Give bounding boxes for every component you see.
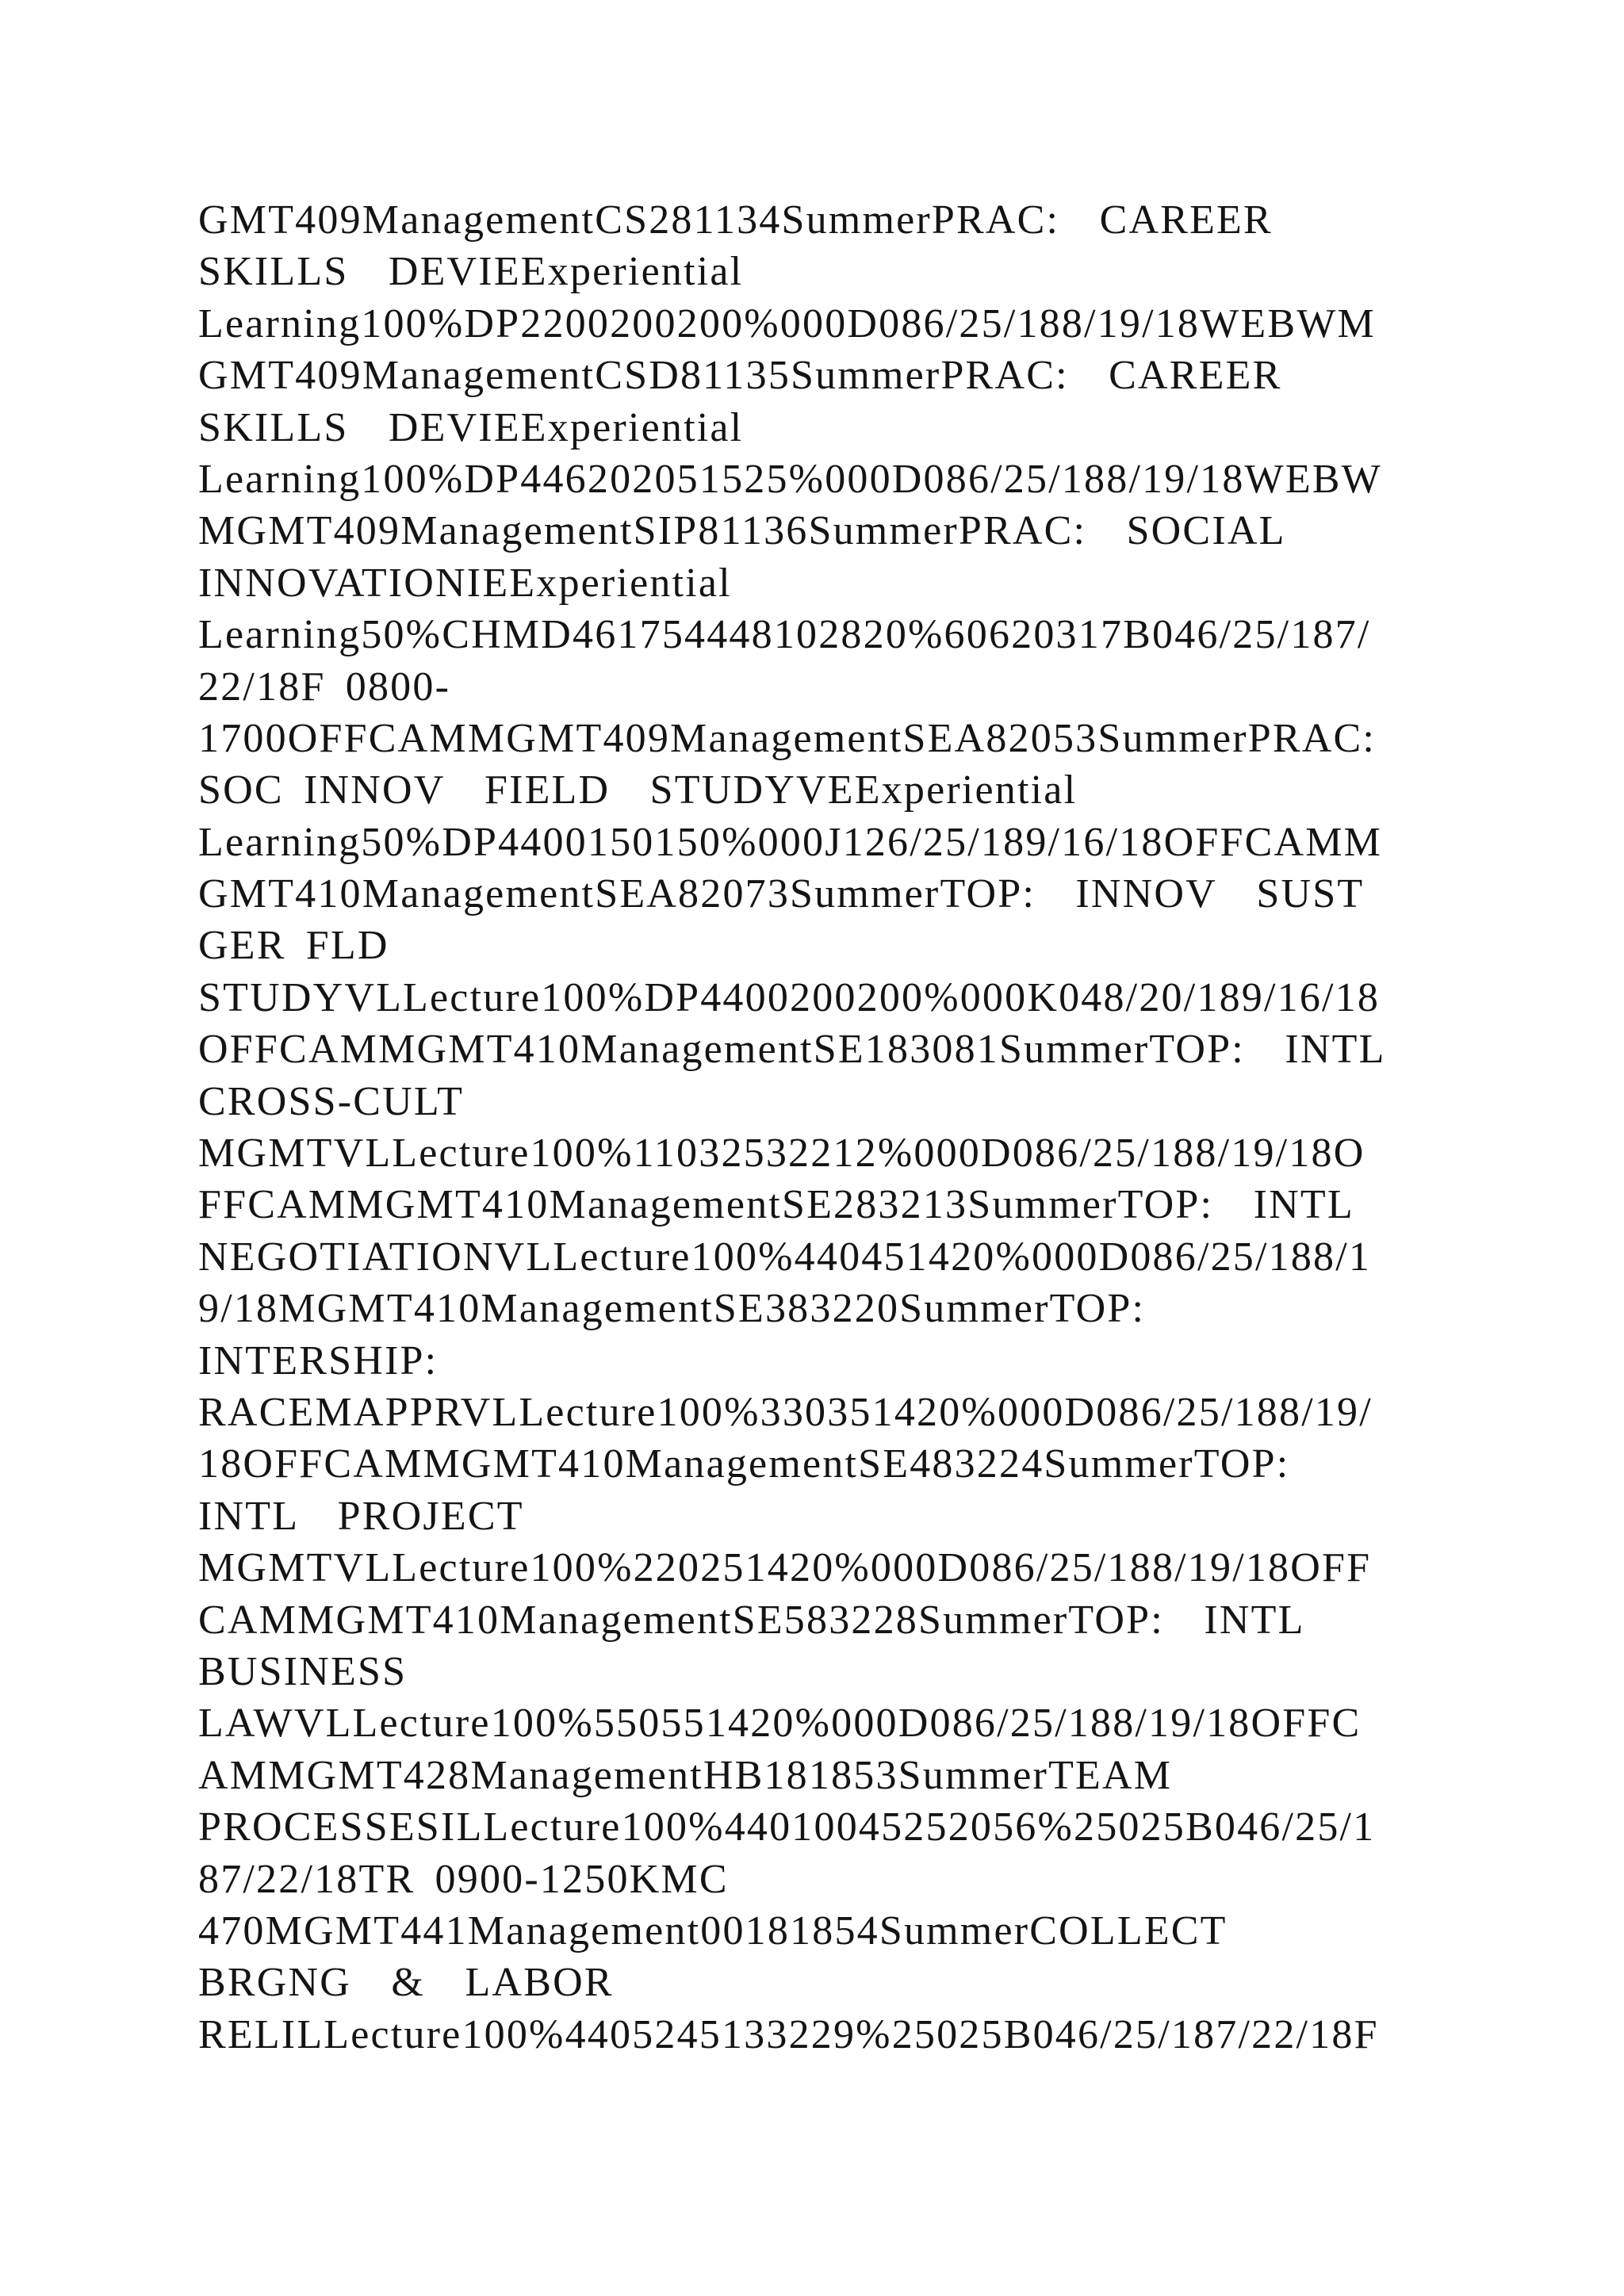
text-line: OFFCAMMGMT410ManagementSE183081SummerTOP: INTL (198, 1027, 1386, 1073)
text-line: MGMTVLLecture100%11032532212%000D086/25/188/19/18O (198, 1131, 1365, 1177)
text-line: CAMMGMT410ManagementSE583228SummerTOP: INTL (198, 1597, 1305, 1643)
text-line: Learning50%CHMD461754448102820%60620317B046/25/187/ (198, 612, 1371, 658)
text-line: CROSS-CULT (198, 1078, 465, 1124)
text-line: 18OFFCAMMGMT410ManagementSE483224SummerTOP: (198, 1441, 1290, 1487)
text-line: FFCAMMGMT410ManagementSE283213SummerTOP: INTL (198, 1182, 1354, 1228)
text-line: INTL PROJECT (198, 1493, 524, 1539)
document-body-text (198, 194, 1435, 2061)
text-line: INNOVATIONIEExperiential (198, 560, 732, 606)
text-line: Learning100%DP446202051525%000D086/25/188/19/18WEBW (198, 456, 1382, 502)
text-line: BUSINESS (198, 1648, 408, 1694)
text-line: GMT409ManagementCSD81135SummerPRAC: CAREER (198, 353, 1282, 399)
text-line: INTERSHIP: (198, 1337, 439, 1383)
text-line: 9/18MGMT410ManagementSE383220SummerTOP: (198, 1286, 1146, 1332)
text-line: PROCESSESILLecture100%44010045252056%25025B046/25/1 (198, 1804, 1376, 1850)
text-line: SKILLS DEVIEExperiential (198, 249, 744, 295)
text-line: LAWVLLecture100%550551420%000D086/25/188/19/18OFFC (198, 1701, 1362, 1747)
text-line: Learning50%DP4400150150%000J126/25/189/16/18OFFCAMM (198, 819, 1383, 865)
text-line: MGMT409ManagementSIP81136SummerPRAC: SOCIAL (198, 508, 1286, 554)
text-line: GMT409ManagementCS281134SummerPRAC: CAREER (198, 197, 1273, 243)
text-line: AMMGMT428ManagementHB181853SummerTEAM (198, 1752, 1173, 1798)
text-line: GER FLD (198, 923, 389, 969)
text-line: MGMTVLLecture100%220251420%000D086/25/188/19/18OFF (198, 1545, 1372, 1591)
text-line: 87/22/18TR 0900-1250KMC (198, 1856, 729, 1902)
text-line: GMT410ManagementSEA82073SummerTOP: INNOV SUST (198, 871, 1365, 917)
text-line: SOC INNOV FIELD STUDYVEExperiential (198, 767, 1078, 813)
text-line: STUDYVLLecture100%DP4400200200%000K048/20/189/16/18 (198, 974, 1381, 1020)
text-line: RELILLecture100%4405245133229%25025B046/25/187/22/18F (198, 2011, 1379, 2057)
text-line: Learning100%DP2200200200%000D086/25/188/19/18WEBWM (198, 300, 1376, 346)
text-line: 470MGMT441Management00181854SummerCOLLECT (198, 1908, 1228, 1954)
text-line: BRGNG & LABOR (198, 1960, 614, 2006)
text-line: 22/18F 0800- (198, 664, 451, 710)
text-line: 1700OFFCAMMGMT409ManagementSEA82053SummerPRAC: (198, 715, 1377, 761)
text-line: RACEMAPPRVLLecture100%330351420%000D086/25/188/19/ (198, 1389, 1373, 1435)
text-line: SKILLS DEVIEExperiential (198, 404, 744, 450)
text-line: NEGOTIATIONVLLecture100%440451420%000D086/25/188/1 (198, 1234, 1372, 1280)
